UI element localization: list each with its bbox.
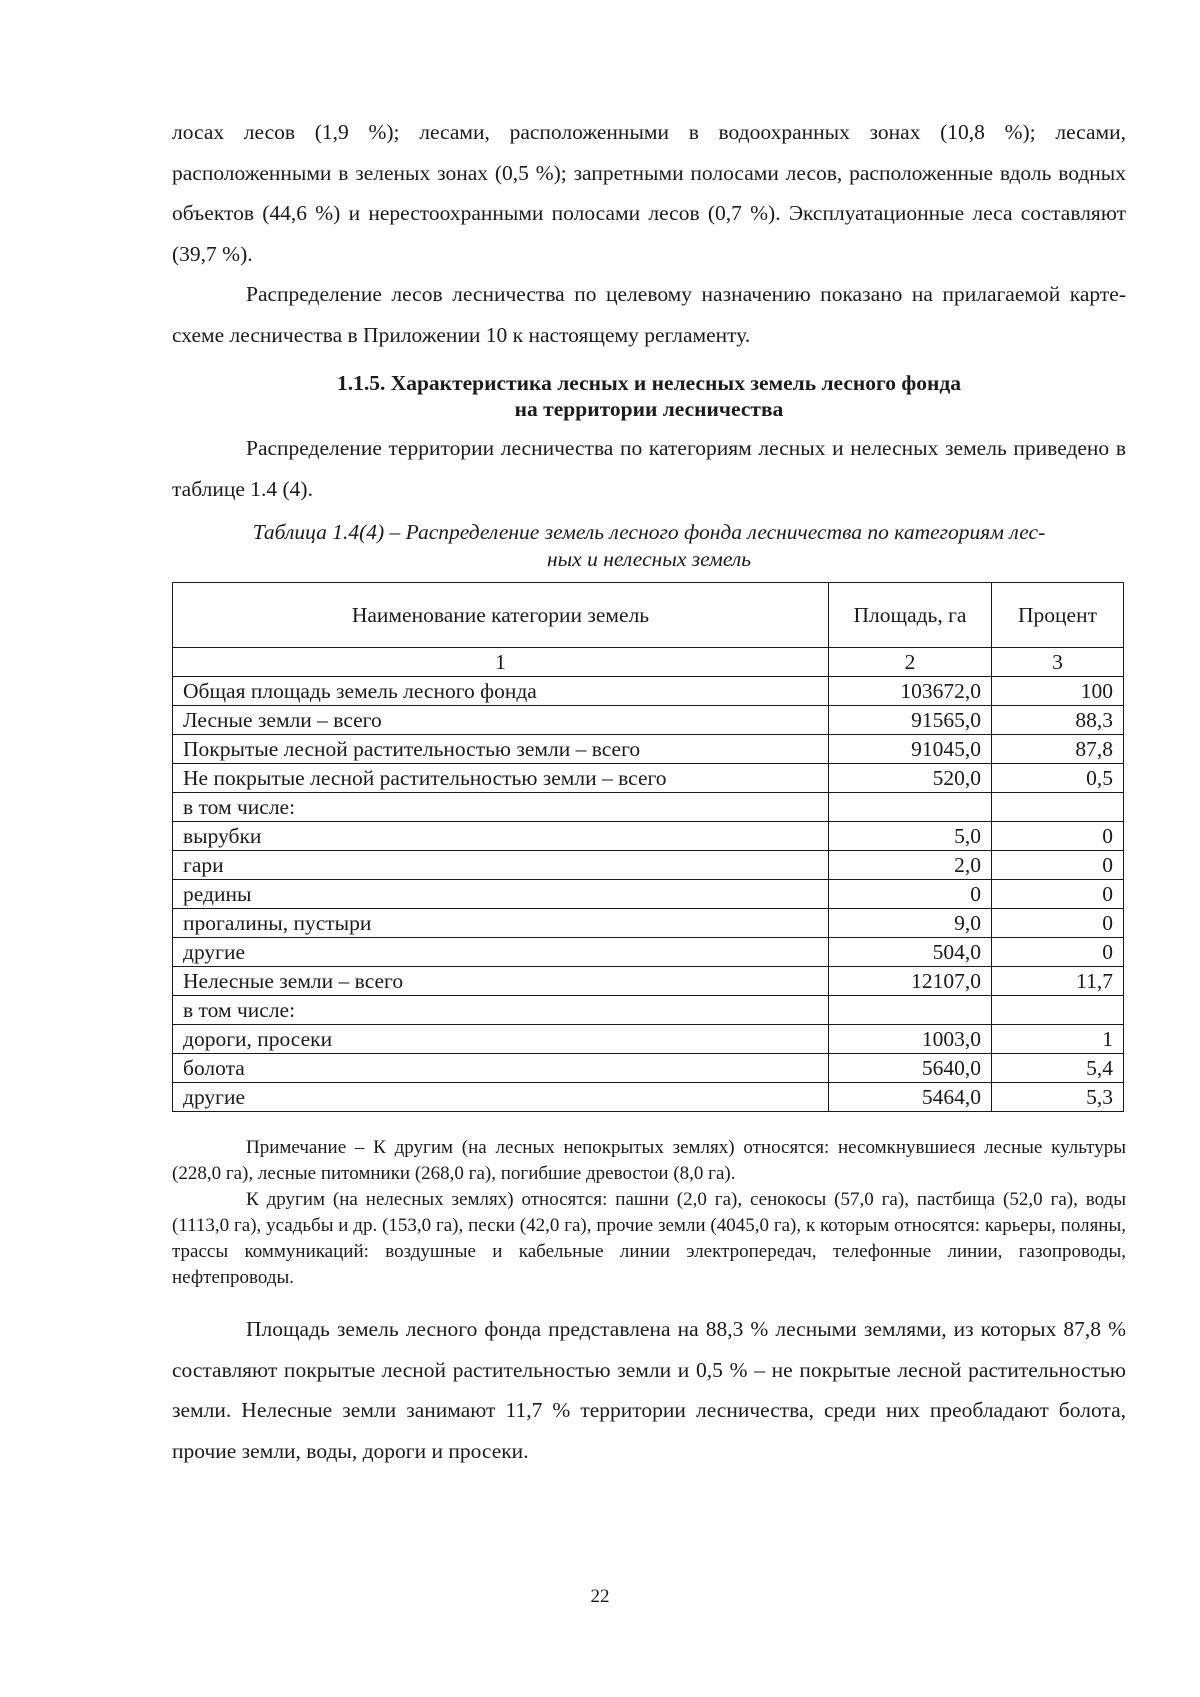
table-row <box>173 1025 1124 1054</box>
row-area-cell: 0 <box>829 880 992 909</box>
row-category-cell: гари <box>173 851 829 880</box>
row-percent-cell: 88,3 <box>992 706 1124 735</box>
table-row <box>173 996 1124 1025</box>
row-percent-cell <box>992 996 1124 1025</box>
row-percent-cell <box>992 793 1124 822</box>
row-percent-cell: 0 <box>992 938 1124 967</box>
row-percent-cell: 0 <box>992 851 1124 880</box>
row-category-cell: Лесные земли – всего <box>173 706 829 735</box>
row-category-cell: Не покрытые лесной растительностью земли – всего <box>173 764 829 793</box>
paragraph-block-intro <box>172 428 1126 509</box>
table-row <box>173 706 1124 735</box>
table-index-row <box>173 648 1124 677</box>
row-category-cell: редины <box>173 880 829 909</box>
table-row <box>173 735 1124 764</box>
row-area-cell: 5640,0 <box>829 1054 992 1083</box>
table-row <box>173 967 1124 996</box>
table-row <box>173 822 1124 851</box>
row-category-cell: в том числе: <box>173 793 829 822</box>
row-area-cell: 103672,0 <box>829 677 992 706</box>
table-row <box>173 909 1124 938</box>
row-percent-cell: 0,5 <box>992 764 1124 793</box>
row-category-cell: Нелесные земли – всего <box>173 967 829 996</box>
row-area-cell <box>829 793 992 822</box>
table-row <box>173 880 1124 909</box>
row-category-cell: другие <box>173 1083 829 1112</box>
row-area-cell: 5464,0 <box>829 1083 992 1112</box>
row-area-cell: 12107,0 <box>829 967 992 996</box>
row-area-cell: 1003,0 <box>829 1025 992 1054</box>
header-area: Площадь, га <box>829 583 992 648</box>
row-percent-cell: 1 <box>992 1025 1124 1054</box>
row-area-cell: 91045,0 <box>829 735 992 764</box>
paragraph-table-intro: Распределение территории лесничества по категориям лесных и нелесных земель приведено в таблице 1.4 (4). <box>172 436 1126 501</box>
row-category-cell: болота <box>173 1054 829 1083</box>
land-category-table <box>172 582 1124 1112</box>
row-percent-cell: 100 <box>992 677 1124 706</box>
section-heading-line2: на территории лесничества <box>514 397 784 421</box>
header-percent: Процент <box>992 583 1124 648</box>
row-percent-cell: 0 <box>992 822 1124 851</box>
table-header-row <box>173 583 1124 648</box>
table-row <box>173 1054 1124 1083</box>
table-row <box>173 1083 1124 1112</box>
row-area-cell: 5,0 <box>829 822 992 851</box>
table-row <box>173 938 1124 967</box>
row-percent-cell: 11,7 <box>992 967 1124 996</box>
row-area-cell: 2,0 <box>829 851 992 880</box>
index-cell: 1 <box>173 648 829 677</box>
row-category-cell: вырубки <box>173 822 829 851</box>
row-category-cell: другие <box>173 938 829 967</box>
row-area-cell <box>829 996 992 1025</box>
index-cell: 3 <box>992 648 1124 677</box>
table-row <box>173 677 1124 706</box>
paragraph-block-summary <box>172 1309 1126 1471</box>
row-category-cell: дороги, просеки <box>173 1025 829 1054</box>
row-percent-cell: 0 <box>992 880 1124 909</box>
paragraph-block-top <box>172 112 1126 355</box>
row-area-cell: 504,0 <box>829 938 992 967</box>
row-percent-cell: 5,4 <box>992 1054 1124 1083</box>
row-category-cell: прогалины, пустыри <box>173 909 829 938</box>
index-cell: 2 <box>829 648 992 677</box>
table-row <box>173 793 1124 822</box>
table-caption <box>172 519 1126 573</box>
row-area-cell: 520,0 <box>829 764 992 793</box>
paragraph-protection-categories: лосах лесов (1,9 %); лесами, расположенными в водоохранных зонах (10,8 %); лесами, расположенными в зеленых зонах (0,5 %); запретными полосами лесов, расположенные вдоль водных объектов (44,6 %) и нерестоохранными полосами лесов (0,7 %). Эксплуатационные леса составляют (39,7 %). <box>172 120 1126 266</box>
section-heading-line1: 1.1.5. Характеристика лесных и нелесных земель лесного фонда <box>336 371 962 395</box>
section-heading <box>172 370 1126 422</box>
table-row <box>173 851 1124 880</box>
table-caption-line1: Таблица 1.4(4) – Распределение земель лесного фонда лесничества по категориям лес- <box>252 520 1046 544</box>
paragraph-distribution-map: Распределение лесов лесничества по целевому назначению показано на прилагаемой карте-схеме лесничества в Приложении 10 к настоящему регламенту. <box>172 282 1126 347</box>
row-category-cell: Покрытые лесной растительностью земли – всего <box>173 735 829 764</box>
table-caption-line2: ных и нелесных земель <box>546 547 752 571</box>
row-area-cell: 91565,0 <box>829 706 992 735</box>
table-note <box>172 1135 1126 1291</box>
row-percent-cell: 5,3 <box>992 1083 1124 1112</box>
row-category-cell: в том числе: <box>173 996 829 1025</box>
note-forest-other: Примечание – К другим (на лесных непокрытых землях) относятся: несомкнувшиеся лесные культуры (228,0 га), лесные питомники (268,0 га), погибшие древостои (8,0 га). <box>172 1137 1126 1184</box>
row-category-cell: Общая площадь земель лесного фонда <box>173 677 829 706</box>
row-area-cell: 9,0 <box>829 909 992 938</box>
row-percent-cell: 0 <box>992 909 1124 938</box>
row-percent-cell: 87,8 <box>992 735 1124 764</box>
paragraph-summary: Площадь земель лесного фонда представлена на 88,3 % лесными землями, из которых 87,8 % составляют покрытые лесной растительностью земли и 0,5 % – не покрытые лесной растительностью земли. Нелесные земли занимают 11,7 % территории лесничества, среди них преобладают болота, прочие земли, воды, дороги и просеки. <box>172 1317 1126 1463</box>
table-row <box>173 764 1124 793</box>
page-number: 22 <box>590 1586 610 1607</box>
note-nonforest-other: К другим (на нелесных землях) относятся: пашни (2,0 га), сенокосы (57,0 га), пастбища (52,0 га), воды (1113,0 га), усадьбы и др. (153,0 га), пески (42,0 га), прочие земли (4045,0 га), к которым относятся: карьеры, поляны, трассы коммуникаций: воздушные и кабельные линии электропередач, телефонные линии, газопроводы, нефтепроводы. <box>172 1189 1126 1288</box>
header-category: Наименование категории земель <box>173 583 829 648</box>
